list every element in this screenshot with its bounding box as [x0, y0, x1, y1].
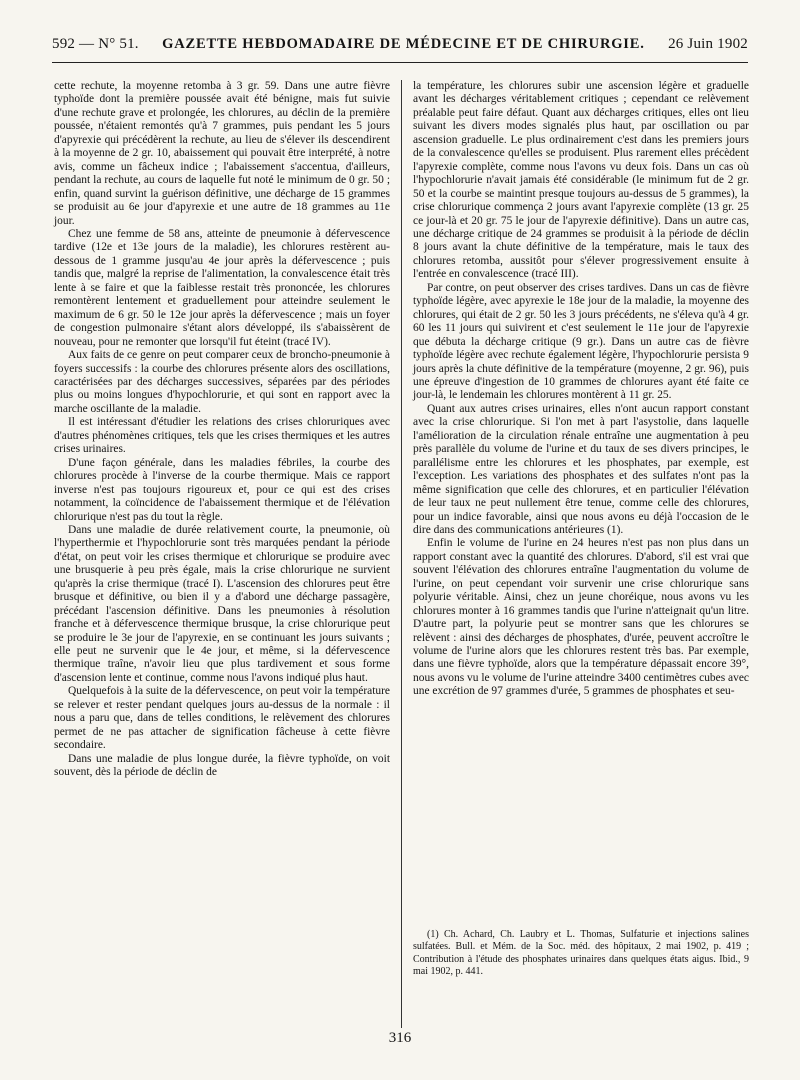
paragraph: Quelquefois à la suite de la défervescence, on peut voir la température se relever et rester pendant quelques jours au-dessus de la normale : il nous a paru que, dans de telles conditions, le relèvement des chlorures permet de ne pas attacher de signification fâcheuse à cette fièvre secondaire.: [54, 685, 390, 752]
right-column: [413, 80, 749, 699]
paragraph: Dans une maladie de durée relativement courte, la pneumonie, où l'hyperthermie et l'hypochlorurie sont très marquées pendant la période d'état, on peut voir les crises thermique et chlorurique se produire avec une brusquerie à peu près égale, mais la crise chlorurique ne survient qu'après la crise thermique (tracé I). L'ascension des chlorures peut être brusque et définitive, ou bien il y a d'abord une décharge passagère, précédant l'ascension définitive. Dans les pneumonies à résolution franche et à défervescence thermique brusque, la crise chlorurique peut se produire le 3e jour de l'apyrexie, en se continuant les jours suivants ; elle peut ne survenir que le 4e jour, et même, si la défervescence thermique traîne, n'avoir lieu que plus tardivement et sous forme d'ascension lente et continue, comme nous l'avons indiqué plus haut.: [54, 523, 390, 684]
paragraph: cette rechute, la moyenne retomba à 3 gr. 59. Dans une autre fièvre typhoïde dont la première poussée avait été bénigne, mais fut suivie d'une rechute grave et prolongée, les chlorures, au déclin de la première poussée, n'étaient remontés qu'à 7 grammes, puis pendant les 5 jours d'apyrexie qui précédèrent la rechute, au lieu de s'élever ils descendirent à la moyenne de 2 gr. 10, abaissement qui pouvait être interprété, à notre avis, comme un fâcheux indice ; l'abaissement s'accentua, d'ailleurs, pendant la rechute, au cours de laquelle fut noté le minimum de 0 gr. 50 ; enfin, quand survint la guérison définitive, une décharge de 15 grammes se produisit au 6e jour d'apyrexie et une autre de 18 grammes au 11e jour.: [54, 80, 390, 227]
footnote-text: (1) Ch. Achard, Ch. Laubry et L. Thomas, Sulfaturie et injections salines sulfatées. Bull. et Mém. de la Soc. méd. des hôpitaux, 2 mai 1902, p. 419 ; Contribution à l'étude des phosphates urinaires dans quelques états aigus. Ibid., 9 mai 1902, p. 441.: [413, 929, 749, 977]
paragraph: Chez une femme de 58 ans, atteinte de pneumonie à défervescence tardive (12e et 13e jours de la maladie), les chlorures restèrent au-dessous de 1 gramme jusqu'au 4e jour après la défervescence ; puis tandis que, malgré la reprise de l'alimentation, la convalescence était très lente à se faire et que la faiblesse restait très prononcée, les chlorures remontèrent lentement et graduellement pour atteindre seulement le maximum de 6 gr. 50 le 12e jour après la défervescence ; mais un foyer de congestion pulmonaire s'étant alors développé, ils s'abaissèrent de nouveau, pour ne remonter que lorsqu'il fut éteint (tracé IV).: [54, 227, 390, 348]
paragraph: Aux faits de ce genre on peut comparer ceux de broncho-pneumonie à foyers successifs : la courbe des chlorures présente alors des oscillations, caractérisées par des décharges successives, séparées par des périodes plus ou moins longues d'hypochlorurie, et qui sont en rapport avec la marche oscillante de la maladie.: [54, 349, 390, 415]
paragraph: la température, les chlorures subir une ascension légère et graduelle avant les décharges véritablement critiques ; cependant ce relèvement préalable peut faire défaut. Quant aux décharges critiques, elles ont lieu suivant les divers modes signalés plus haut, par oscillation ou par ascension graduelle. Le plus ordinairement c'est dans les premiers jours de la convalescence qu'elles se produisent. Plus rarement elles précèdent l'apyrexie complète, comme nous l'avons vu deux fois. Dans un cas où l'hypochlorurie n'avait jamais été considérable (le minimum fut de 2 gr. 50 et la courbe se maintint presque toujours au-dessus de 5 grammes), la crise chlorurique commença 2 jours avant l'apyrexie complète (13 gr. 25 ce jour-là et 20 gr. 75 le jour de l'apyrexie définitive). Dans un autre cas, une décharge critique de 24 grammes se produisit à la période de déclin 8 jours avant la chute définitive de la température, mais le taux des chlorures retomba, aussitôt pour s'élever progressivement ensuite à l'entrée en convalescence (tracé III).: [413, 80, 749, 281]
running-header: [52, 36, 748, 63]
issue-date: 26 Juin 1902: [668, 36, 748, 52]
journal-title: GAZETTE HEBDOMADAIRE DE MÉDECINE ET DE CHIRURGIE.: [162, 36, 645, 52]
paragraph: Enfin le volume de l'urine en 24 heures n'est pas non plus dans un rapport constant avec la quantité des chlorures. D'abord, s'il est vrai que souvent l'élévation des chlorures entraîne l'augmentation du volume de l'urine, on peut cependant voir survenir une crise chlorurique sans polyurie véritable. Ainsi, chez un jeune choréique, nous avons vu les chlorures monter à 16 grammes tandis que l'urine n'atteignait qu'un litre. D'autre part, la polyurie peut se montrer sans que les chlorures se relèvent : ainsi des décharges de phosphates, d'urée, peuvent accroître le volume de l'urine alors que les chlorures restent très bas. Par exemple, dans une fièvre typhoïde, alors que la température dépassait encore 39°, nous avons vu le volume de l'urine atteindre 3400 centimètres cubes avec une excrétion de 97 grammes d'urée, 5 grammes de phosphates et seu-: [413, 537, 749, 698]
folio-number: 316: [388, 1030, 412, 1046]
footnote: [413, 929, 749, 978]
paragraph: D'une façon générale, dans les maladies fébriles, la courbe des chlorures procède à l'inverse de la courbe thermique. Mais ce rapport inverse n'est pas toujours rigoureux et, pour ce qui est des crises notamment, la coïncidence de l'abaissement thermique et de l'élévation chlorurique n'est pas du tout la règle.: [54, 456, 390, 523]
page-number: 592 — N° 51.: [52, 36, 139, 52]
paragraph: Quant aux autres crises urinaires, elles n'ont aucun rapport constant avec la crise chlorurique. Si l'on met à part l'asystolie, dans laquelle l'amélioration de la circulation rénale entraîne une augmentation à peu près parallèle du volume de l'urine et du taux de ses divers principes, le parallélisme entre les chlorures et les phosphates, par exemple, est l'exception. Les variations des phosphates et des sulfates n'ont pas la même signification que celle des chlorures, et en particulier l'élévation de leur taux ne peut nullement être tenue, comme celle des chlorures, pour un indice favorable, ainsi que nous avons eu déjà l'occasion de le dire dans des communications antérieures (1).: [413, 402, 749, 536]
paragraph: Par contre, on peut observer des crises tardives. Dans un cas de fièvre typhoïde légère, avec apyrexie le 18e jour de la maladie, la moyenne des chlorures, qui était de 2 gr. 50 les 3 jours précédents, ne s'éleva qu'à 4 gr. 60 les 11 jours qui suivirent et c'est seulement le 11e jour de l'apyrexie que débuta la décharge critique (9 gr.). Dans un autre cas de fièvre typhoïde légère avec rechute également légère, l'hypochlorurie persista 9 jours après la chute définitive de la température (moyenne, 2 gr. 96), puis une épreuve d'ingestion de 10 grammes de chlorures ayant été faite ce jour-là, le lendemain les chlorures montèrent à 11 gr. 25.: [413, 281, 749, 402]
paragraph: Il est intéressant d'étudier les relations des crises chloruriques avec d'autres phénomènes critiques, tels que les crises thermiques et les autres crises urinaires.: [54, 416, 390, 456]
column-divider: [401, 80, 402, 1028]
left-column: [54, 80, 390, 780]
paragraph: Dans une maladie de plus longue durée, la fièvre typhoïde, on voit souvent, dès la période de déclin de: [54, 752, 390, 779]
